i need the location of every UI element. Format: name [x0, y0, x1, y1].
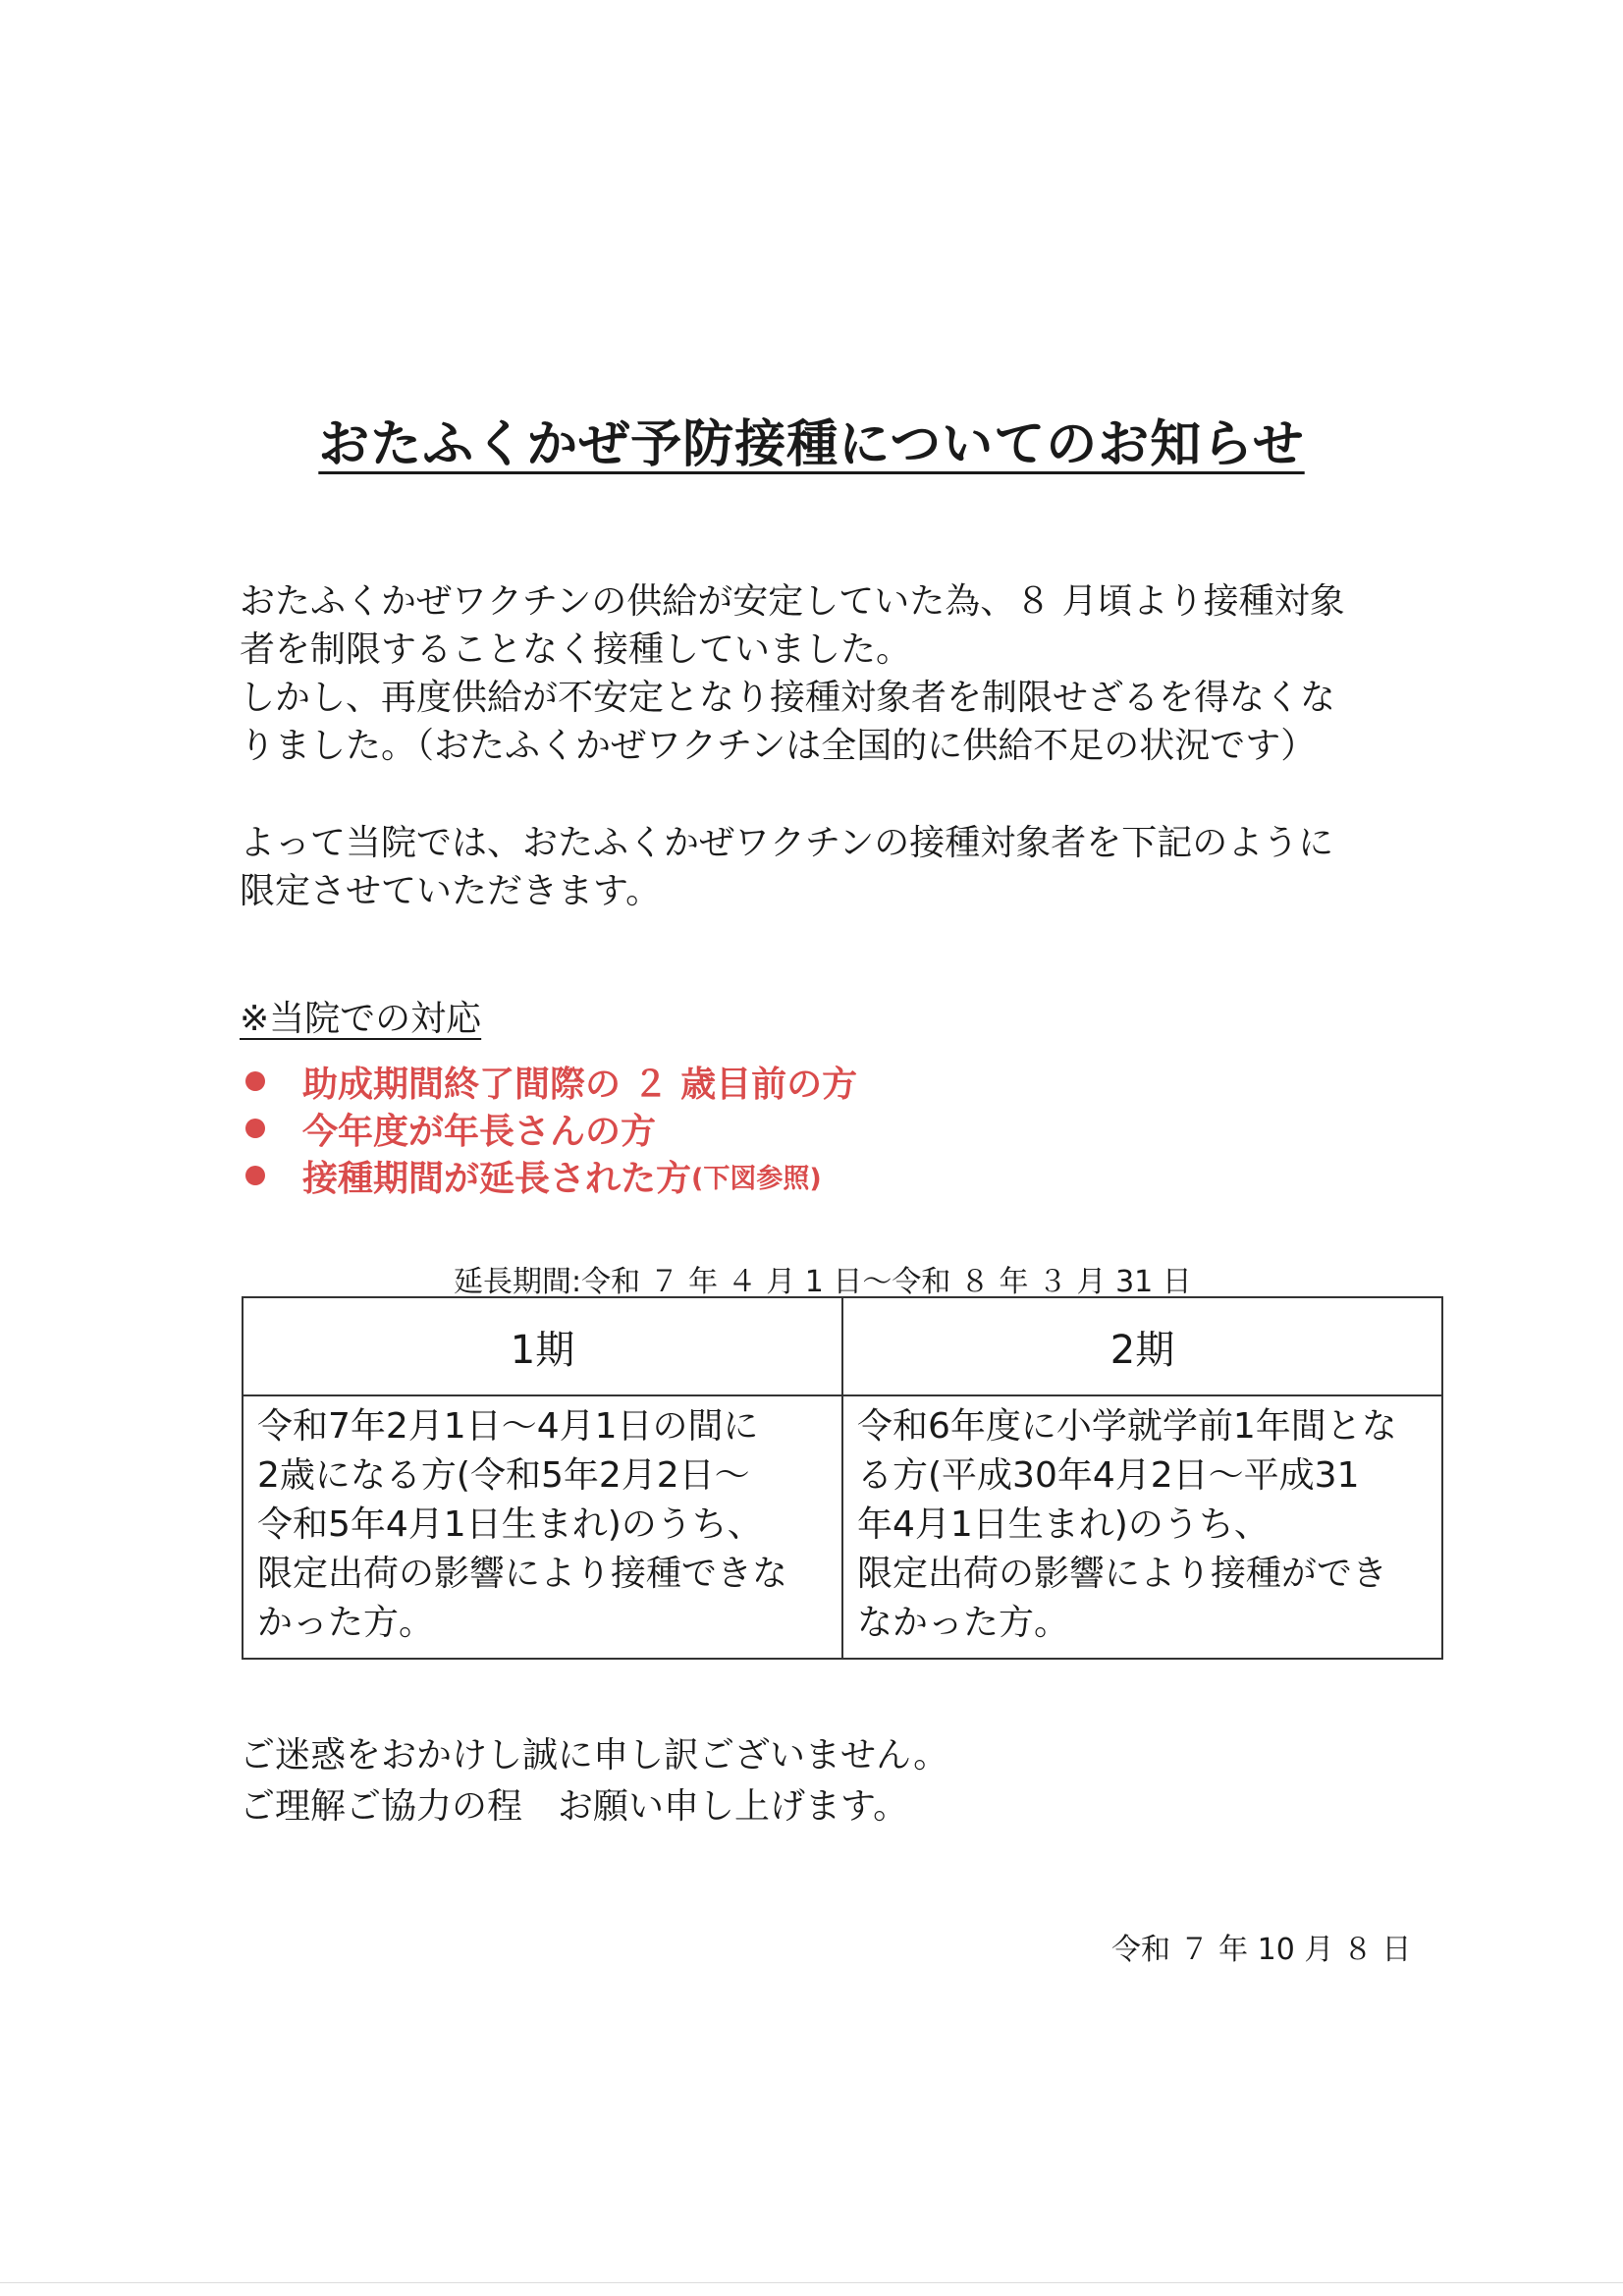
closing-paragraph — [240, 1730, 948, 1832]
table-cell-period-1 — [243, 1395, 842, 1659]
restriction-paragraph — [240, 819, 1369, 915]
bullet-dot-icon — [245, 1071, 265, 1091]
cell-line: 令和5年4月1日生まれ)のうち、 — [257, 1504, 763, 1545]
intro-line: りました。（おたふくかぜワクチンは全国的に供給不足の状況です） — [240, 726, 1317, 766]
table-header-row — [243, 1297, 1442, 1395]
list-item-note: (下図参照) — [691, 1163, 822, 1194]
table-cell-period-2 — [842, 1395, 1442, 1659]
response-heading: ※当院での対応 — [240, 999, 482, 1039]
period-table — [242, 1296, 1443, 1660]
cell-line: 令和6年度に小学就学前1年間とな — [857, 1406, 1397, 1447]
page-title — [0, 403, 1623, 476]
closing-line: ご理解ご協力の程 お願い申し上げます。 — [240, 1786, 909, 1827]
table-header-period-2: 2期 — [842, 1297, 1442, 1395]
cell-line: 2歳になる方(令和5年2月2日～ — [257, 1455, 750, 1496]
cell-line: かった方。 — [257, 1603, 435, 1643]
intro-line: しかし、再度供給が不安定となり接種対象者を制限せざるを得なくな — [240, 678, 1336, 718]
issue-date: 令和 ７ 年 10 月 ８ 日 — [1111, 1933, 1412, 1967]
scan-edge-divider — [0, 2282, 1623, 2283]
list-item-label: 助成期間終了間際の ２ 歳目前の方 — [302, 1064, 858, 1105]
bullet-dot-icon — [245, 1119, 265, 1138]
bullet-dot-icon — [245, 1166, 265, 1185]
intro-paragraph — [240, 577, 1369, 770]
cell-line: なかった方。 — [857, 1603, 1070, 1643]
cell-line: 令和7年2月1日～4月1日の間に — [257, 1406, 759, 1447]
restriction-line: よって当院では、おたふくかぜワクチンの接種対象者を下記のように — [240, 823, 1334, 863]
eligibility-list — [240, 1058, 857, 1199]
intro-line: おたふくかぜワクチンの供給が安定していた為、８ 月頃より接種対象 — [240, 581, 1345, 622]
list-item — [240, 1105, 857, 1152]
table-row — [243, 1395, 1442, 1659]
cell-line: る方(平成30年4月2日～平成31 — [857, 1455, 1360, 1496]
list-item-label: 今年度が年長さんの方 — [302, 1111, 657, 1152]
list-item-label: 接種期間が延長された方 — [302, 1158, 692, 1199]
restriction-line: 限定させていただきます。 — [240, 871, 662, 911]
table-header-period-1: 1期 — [243, 1297, 842, 1395]
list-item — [240, 1058, 857, 1105]
page-title-text: おたふくかぜ予防接種についてのお知らせ — [318, 415, 1305, 474]
closing-line: ご迷惑をおかけし誠に申し訳ございません。 — [240, 1735, 949, 1776]
cell-line: 限定出荷の影響により接種できな — [257, 1554, 788, 1594]
cell-line: 年4月1日生まれ)のうち、 — [857, 1504, 1270, 1545]
extension-period-label: 延長期間:令和 ７ 年 ４ 月 1 日～令和 ８ 年 ３ 月 31 日 — [454, 1265, 1192, 1299]
cell-line: 限定出荷の影響により接種ができ — [857, 1554, 1388, 1594]
list-item — [240, 1152, 857, 1199]
intro-line: 者を制限することなく接種していました。 — [240, 629, 912, 670]
